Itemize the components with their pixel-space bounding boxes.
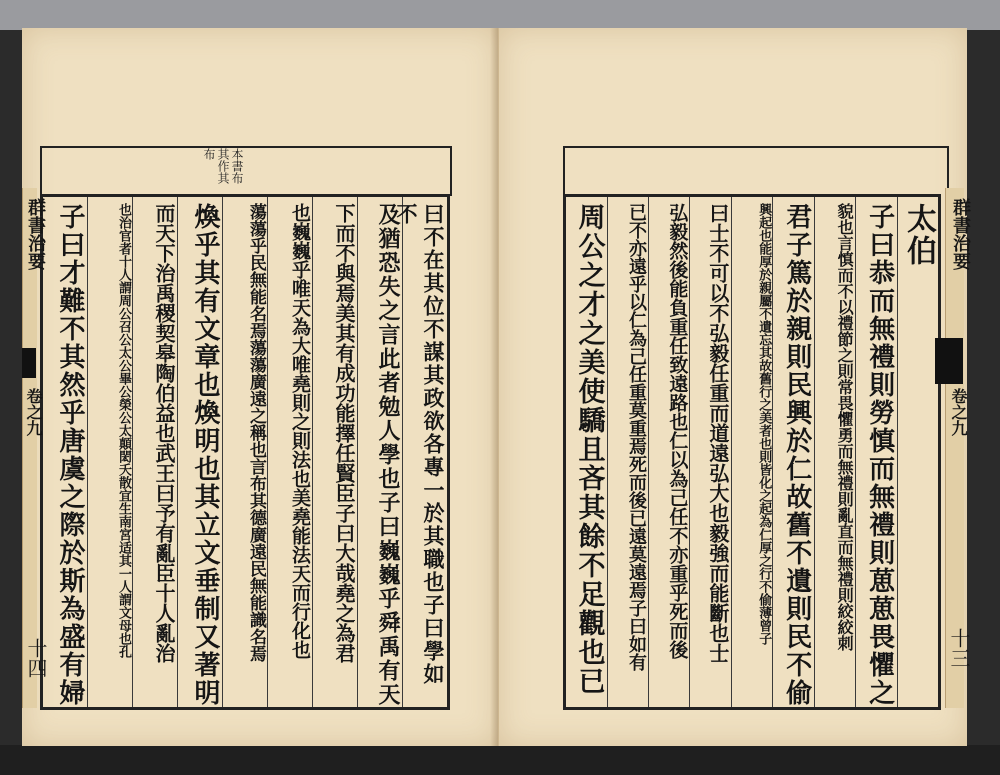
right-column-text: 子曰恭而無禮則勞慎而無禮則葸葸畏懼之 — [864, 203, 895, 707]
left-text-frame — [40, 194, 450, 710]
left-column — [312, 197, 357, 707]
left-volume-label: 卷之九 — [24, 388, 43, 436]
right-column — [607, 197, 648, 707]
left-column-text: 及猶恐失之言此者勉人學也子曰巍巍乎舜禹有天 — [375, 203, 401, 707]
left-column — [43, 197, 87, 707]
right-book-title: 群書治要 — [950, 198, 971, 270]
scanner-background-bottom — [0, 745, 1000, 775]
left-header-frame — [40, 146, 452, 196]
right-column — [772, 197, 813, 707]
right-column — [566, 197, 606, 707]
left-title-banner — [22, 348, 36, 378]
right-columns — [566, 197, 938, 707]
right-column-text: 曰士不可以不弘毅任重而道遠弘大也毅強而能斷也士 — [705, 203, 730, 663]
left-column — [177, 197, 222, 707]
right-header-frame — [563, 146, 949, 196]
right-volume-label: 卷之九 — [949, 388, 968, 436]
right-column-text: 周公之才之美使驕且吝其餘不足觀也已 — [573, 203, 605, 696]
right-page-number: 十三 — [947, 628, 971, 668]
left-page-number: 十四 — [24, 638, 48, 678]
left-column — [132, 197, 177, 707]
right-column-text: 太伯 — [901, 203, 936, 267]
left-column — [357, 197, 402, 707]
right-column — [648, 197, 689, 707]
left-column — [394, 197, 447, 707]
left-book-title: 群書治要 — [25, 198, 46, 270]
left-page — [22, 28, 499, 746]
left-column-text: 下而不與焉美其有成功能擇任賢臣子曰大哉堯之為君 — [332, 203, 356, 663]
left-column-text: 也治官者十人謂周公召公太公畢公榮公太顛閎夭散宜生南宮适其一人謂文母也孔 — [116, 203, 131, 658]
right-column-text: 貌也言慎而不以禮節之則常畏懼勇而無禮則亂直而無禮則絞絞刺 — [835, 203, 855, 651]
right-column-text: 弘毅然後能負重任致遠路也仁以為己任不亦重乎死而後 — [666, 203, 689, 659]
right-column — [814, 197, 855, 707]
right-page — [498, 28, 971, 746]
right-column-text: 興起也能厚於親屬不遺忘其故舊行之美者也則皆化之起為仁厚之行不偷薄曾子 — [756, 203, 772, 645]
right-title-banner — [935, 338, 963, 384]
right-column-text: 已不亦遠乎以仁為己任重莫重焉死而後已遠莫遠焉子曰如有 — [625, 203, 647, 671]
right-text-frame — [563, 194, 941, 710]
left-column-text: 蕩蕩乎民無能名焉蕩蕩廣遠之稱也言布其德廣遠民無能識名焉 — [246, 203, 266, 662]
left-column-text: 而天下治禹稷契皋陶伯益也武王曰予有亂臣十人亂治 — [152, 203, 176, 663]
left-columns — [43, 197, 447, 707]
left-column — [87, 197, 132, 707]
left-column-text: 也巍巍乎唯天為大唯堯則之則法也美堯能法天而行化也 — [289, 203, 311, 659]
left-column-text: 曰不在其位不謀其政欲各專一於其職也子曰學如不 — [394, 203, 446, 686]
left-column-text: 煥乎其有文章也煥明也其立文垂制又著明 — [190, 203, 220, 707]
right-column — [731, 197, 772, 707]
right-column — [855, 197, 896, 707]
right-column-text: 君子篤於親則民興於仁故舊不遺則民不偷 — [781, 203, 812, 707]
left-column — [222, 197, 267, 707]
right-column — [897, 197, 938, 707]
scanner-background-top — [0, 0, 1000, 30]
left-header-note: 本書布其作其布 — [202, 148, 244, 184]
left-column-text: 子曰才難不其然乎唐虞之際於斯為盛有婦 — [55, 203, 85, 707]
left-column — [267, 197, 312, 707]
right-column — [689, 197, 730, 707]
